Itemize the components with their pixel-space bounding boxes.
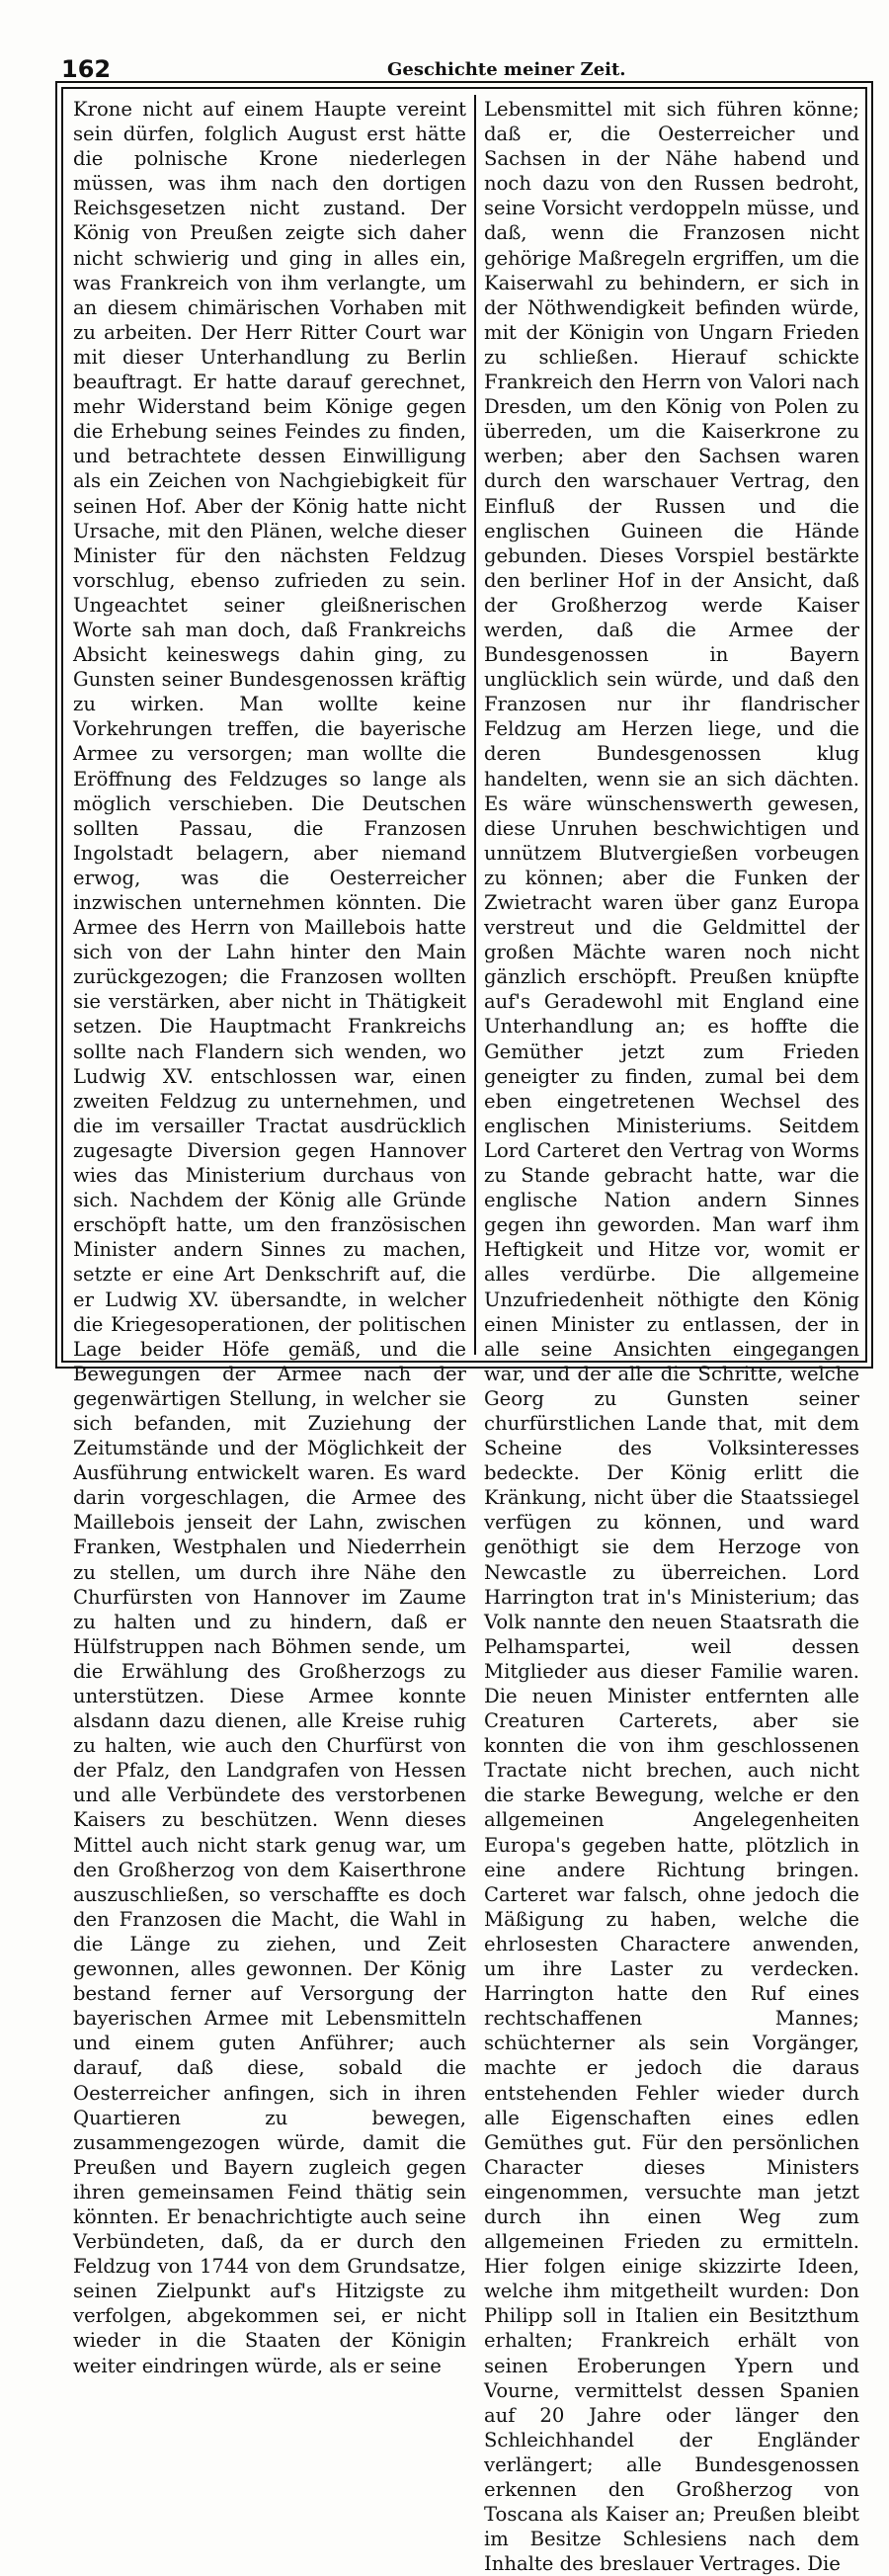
left-column xyxy=(73,97,466,2377)
right-column xyxy=(484,97,859,2576)
left-column-text: Krone nicht auf einem Haupte vereint sein dürfen, folglich August erst hätte die polnische Krone niederlegen müssen, was ihm nach den dortigen Reichsgesetzen nicht zustand. Der König von Preußen zeigte sich daher nicht schwierig und ging in alles ein, was Frankreich von ihm verlangte, um an diesem chimärischen Vorhaben mit zu arbeiten. Der Herr Ritter Court war mit dieser Unterhandlung zu Berlin beauftragt. Er hatte darauf gerechnet, mehr Widerstand beim Könige gegen die Erhebung seines Feindes zu finden, und betrachtete dessen Einwilligung als ein Zeichen von Nachgiebigkeit für seinen Hof. Aber der König hatte nicht Ursache, mit den Plänen, welche dieser Minister für den nächsten Feldzug vorschlug, ebenso zufrieden zu sein. Ungeachtet seiner gleißnerischen Worte sah man doch, daß Frankreichs Absicht keineswegs dahin ging, zu Gunsten seiner Bundesgenossen kräftig zu wirken. Man wollte keine Vorkehrungen treffen, die bayerische Armee zu versorgen; man wollte die Eröffnung des Feldzuges so lange als möglich verschieben. Die Deutschen sollten Passau, die Franzosen Ingolstadt belagern, aber niemand erwog, was die Oesterreicher inzwischen unternehmen könnten. Die Armee des Herrn von Maillebois hatte sich von der Lahn hinter den Main zurückgezogen; die Franzosen wollten sie verstärken, aber nicht in Thätigkeit setzen. Die Hauptmacht Frankreichs sollte nach Flandern sich wenden, wo Ludwig XV. entschlossen war, einen zweiten Feldzug zu unternehmen, und die im versailler Tractat ausdrücklich zugesagte Diversion gegen Hannover wies das Ministerium durchaus von sich. Nachdem der König alle Gründe erschöpft hatte, um den französischen Minister andern Sinnes zu machen, setzte er eine Art Denkschrift auf, die er Ludwig XV. übersandte, in welcher die Kriegesoperationen, der politischen Lage beider Höfe gemäß, und die Bewegungen der Armee nach der gegenwärtigen Stellung, in welcher sie sich befanden, mit Zuziehung der Zeitumstände und der Möglichkeit der Ausführung entwickelt waren. Es ward darin vorgeschlagen, die Armee des Maillebois jenseit der Lahn, zwischen Franken, Westphalen und Niederrhein zu stellen, um durch ihre Nähe den Churfürsten von Hannover im Zaume zu halten und zu hindern, daß er Hülfstruppen nach Böhmen sende, um die Erwählung des Großherzogs zu unterstützen. Diese Armee konnte alsdann dazu dienen, alle Kreise ruhig zu halten, wie auch den Churfürst von der Pfalz, den Landgrafen von Hessen und alle Verbündete des verstorbenen Kaisers zu beschützen. Wenn dieses Mittel auch nicht stark genug war, um den Großherzog von dem Kaiserthrone auszuschließen, so verschaffte es doch den Franzosen die Macht, die Wahl in die Länge zu ziehen, und Zeit gewonnen, alles gewonnen. Der König bestand ferner auf Versorgung der bayerischen Armee mit Lebensmitteln und einem guten Anführer; auch darauf, daß diese, sobald die Oesterreicher anfingen, sich in ihren Quartieren zu bewegen, zusammengezogen würde, damit die Preußen und Bayern zugleich gegen ihren gemeinsamen Feind thätig sein könnten. Er benachrichtigte auch seine Verbündeten, daß, da er durch den Feldzug von 1744 von dem Grundsatze, seinen Zielpunkt auf's Hitzigste zu verfolgen, abgekommen sei, er nicht wieder in die Staaten der Königin weiter eindringen würde, als er seine xyxy=(73,98,466,2377)
page-header xyxy=(61,49,851,89)
running-head: Geschichte meiner Zeit. xyxy=(387,59,626,80)
text-frame xyxy=(61,87,867,2576)
page-number: 162 xyxy=(61,55,112,83)
column-divider xyxy=(474,95,476,1355)
right-column-text: Lebensmittel mit sich führen könne; daß er, die Oesterreicher und Sachsen in der Nähe habend und noch dazu von den Russen bedroht, seine Vorsicht verdoppeln müsse, und daß, wenn die Franzosen nicht gehörige Maßregeln ergriffen, um die Kaiserwahl zu behindern, er sich in der Nöthwendigkeit befinden würde, mit der Königin von Ungarn Frieden zu schließen. Hierauf schickte Frankreich den Herrn von Valori nach Dresden, um den König von Polen zu überreden, um die Kaiserkrone zu werben; aber den Sachsen waren durch den warschauer Vertrag, den Einfluß der Russen und die englischen Guineen die Hände gebunden. Dieses Vorspiel bestärkte den berliner Hof in der Ansicht, daß der Großherzog werde Kaiser werden, daß die Armee der Bundesgenossen in Bayern unglücklich sein würde, und daß den Franzosen nur ihr flandrischer Feldzug am Herzen liege, und die deren Bundesgenossen klug handelten, wenn sie an sich dächten. Es wäre wünschenswerth gewesen, diese Unruhen beschwichtigen und unnützem Blutvergießen vorbeugen zu können; aber die Funken der Zwietracht waren über ganz Europa verstreut und die Geldmittel der großen Mächte waren noch nicht gänzlich erschöpft. Preußen knüpfte auf's Geradewohl mit England eine Unterhandlung an; es hoffte die Gemüther jetzt zum Frieden geneigter zu finden, zumal bei dem eben eingetretenen Wechsel des englischen Ministeriums. Seitdem Lord Carteret den Vertrag von Worms zu Stande gebracht hatte, war die englische Nation andern Sinnes gegen ihn geworden. Man warf ihm Heftigkeit und Hitze vor, womit er alles verdürbe. Die allgemeine Unzufriedenheit nöthigte den König einen Minister zu entlassen, der in alle seine Ansichten eingegangen war, und der alle die Schritte, welche Georg zu Gunsten seiner churfürstlichen Lande that, mit dem Scheine des Volksinteresses bedeckte. Der König erlitt die Kränkung, nicht über die Staatssiegel verfügen zu können, und ward genöthigt sie dem Herzoge von Newcastle zu überreichen. Lord Harrington trat in's Ministerium; das Volk nannte den neuen Staatsrath die Pelhamspartei, weil dessen Mitglieder aus dieser Familie waren. Die neuen Minister entfernten alle Creaturen Carterets, aber sie konnten die von ihm geschlossenen Tractate nicht brechen, auch nicht die starke Bewegung, welche er den allgemeinen Angelegenheiten Europa's gegeben hatte, plötzlich in eine andere Richtung bringen. Carteret war falsch, ohne jedoch die Mäßigung zu haben, welche die ehrlosesten Charactere anwenden, um ihre Laster zu verdecken. Harrington hatte den Ruf eines rechtschaffenen Mannes; schüchterner als sein Vorgänger, machte er jedoch die daraus entstehenden Fehler wieder durch alle Eigenschaften eines edlen Gemüthes gut. Für den persönlichen Character dieses Ministers eingenommen, versuchte man jetzt durch ihn einen Weg zum allgemeinen Frieden zu ermitteln. Hier folgen einige skizzirte Ideen, welche ihm mitgetheilt wurden: Don Philipp soll in Italien ein Besitzthum erhalten; Frankreich erhält von seinen Eroberungen Ypern und Vourne, vermittelst dessen Spanien auf 20 Jahre oder länger den Schleichhandel der Engländer verlängert; alle Bundesgenossen erkennen den Großherzog von Toscana als Kaiser an; Preußen bleibt im Besitze Schlesiens nach dem Inhalte des breslauer Vertrages. Die xyxy=(484,98,859,2576)
